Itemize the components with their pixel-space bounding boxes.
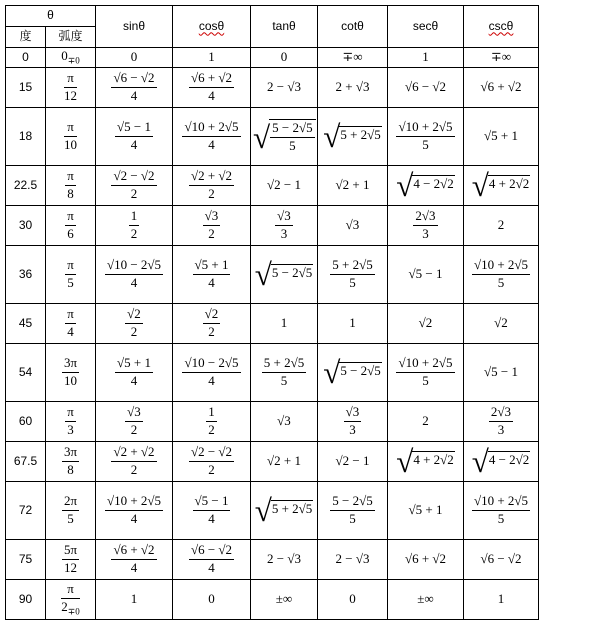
degree-cell: 0	[6, 48, 46, 68]
sin-value-cell: $\frac{√3}{2}$	[96, 402, 173, 442]
csc-value-cell: $\frac{√10 + 2√5}{5}$	[464, 246, 539, 304]
degree-cell: 18	[6, 108, 46, 166]
table-row	[6, 442, 539, 482]
cos-value-cell: $\frac{√6 - √2}{4}$	[173, 540, 251, 580]
csc-value-cell: √6 + √2	[464, 68, 539, 108]
sin-value-cell: $\frac{√10 - 2√5}{4}$	[96, 246, 173, 304]
radian-cell: $\frac{5\pi}{12}$	[46, 540, 96, 580]
csc-value-cell: √4 − 2√2	[464, 442, 539, 482]
csc-value-cell: √5 + 1	[464, 108, 539, 166]
tan-value-cell: 2 − √3	[251, 68, 318, 108]
cos-header: cosθ	[173, 6, 251, 48]
table-row	[6, 68, 539, 108]
radian-cell: $0_{\mp 0}$	[46, 48, 96, 68]
cos-value-cell: $\frac{√5 - 1}{4}$	[173, 482, 251, 540]
cot-value-cell: 0	[318, 580, 388, 620]
radian-cell: $\frac{\pi}{4}$	[46, 304, 96, 344]
csc-value-cell: ∓∞	[464, 48, 539, 68]
radian-cell: $\frac{2\pi}{5}$	[46, 482, 96, 540]
radian-cell: $\frac{\pi}{10}$	[46, 108, 96, 166]
sin-value-cell: $\frac{√2}{2}$	[96, 304, 173, 344]
table-row	[6, 402, 539, 442]
cot-value-cell: √3	[318, 206, 388, 246]
table-row	[6, 580, 539, 620]
tan-value-cell: 0	[251, 48, 318, 68]
sec-value-cell: $\frac{√10 + 2√5}{5}$	[388, 344, 464, 402]
sin-value-cell: $\frac{√2 - √2}{2}$	[96, 166, 173, 206]
table-row	[6, 246, 539, 304]
sin-value-cell: $\frac{√5 - 1}{4}$	[96, 108, 173, 166]
csc-value-cell: $\frac{√10 + 2√5}{5}$	[464, 482, 539, 540]
degree-cell: 90	[6, 580, 46, 620]
degree-cell: 36	[6, 246, 46, 304]
cot-value-cell: √2 − 1	[318, 442, 388, 482]
trig-values-table	[5, 5, 539, 620]
tan-header: tanθ	[251, 6, 318, 48]
cos-value-cell: $\frac{√2 + √2}{2}$	[173, 166, 251, 206]
tan-value-cell: $\frac{5 + 2√5}{5}$	[251, 344, 318, 402]
degree-cell: 60	[6, 402, 46, 442]
table-row	[6, 540, 539, 580]
radian-cell: $\frac{\pi}{12}$	[46, 68, 96, 108]
cot-value-cell: 2 − √3	[318, 540, 388, 580]
csc-value-cell: √6 − √2	[464, 540, 539, 580]
degree-cell: 67.5	[6, 442, 46, 482]
sec-value-cell: √5 + 1	[388, 482, 464, 540]
csc-value-cell: 1	[464, 580, 539, 620]
sec-value-cell: $\frac{2√3}{3}$	[388, 206, 464, 246]
table-row	[6, 166, 539, 206]
tan-value-cell: 1	[251, 304, 318, 344]
radian-cell: $\frac{\pi}{6}$	[46, 206, 96, 246]
cot-value-cell: √2 + 1	[318, 166, 388, 206]
csc-value-cell: $\frac{2√3}{3}$	[464, 402, 539, 442]
table-body	[6, 48, 539, 620]
table-row	[6, 206, 539, 246]
sin-value-cell: $\frac{√6 - √2}{4}$	[96, 68, 173, 108]
table-row	[6, 108, 539, 166]
sec-value-cell: 2	[388, 402, 464, 442]
cot-value-cell: √5 + 2√5	[318, 108, 388, 166]
table-row	[6, 344, 539, 402]
radian-cell: $\frac{\pi}{3}$	[46, 402, 96, 442]
sec-value-cell: √2	[388, 304, 464, 344]
degree-cell: 75	[6, 540, 46, 580]
sec-value-cell: √4 + 2√2	[388, 442, 464, 482]
cot-value-cell: $\frac{5 - 2√5}{5}$	[318, 482, 388, 540]
csc-value-cell: √5 − 1	[464, 344, 539, 402]
degree-cell: 45	[6, 304, 46, 344]
cot-value-cell: $\frac{√3}{3}$	[318, 402, 388, 442]
radian-cell: $\frac{\pi}{8}$	[46, 166, 96, 206]
table-row	[6, 48, 539, 68]
radian-cell: $\frac{3\pi}{10}$	[46, 344, 96, 402]
cos-value-cell: $\frac{√10 - 2√5}{4}$	[173, 344, 251, 402]
csc-value-cell: 2	[464, 206, 539, 246]
csc-value-cell: √4 + 2√2	[464, 166, 539, 206]
cos-value-cell: $\frac{1}{2}$	[173, 402, 251, 442]
radian-cell: $\frac{\pi}{2_{\mp 0}}$	[46, 580, 96, 620]
sin-value-cell: 1	[96, 580, 173, 620]
cos-value-cell: 0	[173, 580, 251, 620]
cos-value-cell: $\frac{√6 + √2}{4}$	[173, 68, 251, 108]
tan-value-cell: ±∞	[251, 580, 318, 620]
sec-value-cell: ±∞	[388, 580, 464, 620]
sec-value-cell: 1	[388, 48, 464, 68]
tan-value-cell: $\frac{√3}{3}$	[251, 206, 318, 246]
cot-value-cell: √5 − 2√5	[318, 344, 388, 402]
tan-value-cell: 2 − √3	[251, 540, 318, 580]
degree-cell: 22.5	[6, 166, 46, 206]
sin-value-cell: $\frac{√10 + 2√5}{4}$	[96, 482, 173, 540]
sin-value-cell: $\frac{√5 + 1}{4}$	[96, 344, 173, 402]
degree-cell: 54	[6, 344, 46, 402]
degree-header: 度	[6, 27, 46, 48]
cot-value-cell: $\frac{5 + 2√5}{5}$	[318, 246, 388, 304]
tan-value-cell: √2 + 1	[251, 442, 318, 482]
tan-value-cell: √ $\frac{5 - 2√5}{5}$	[251, 108, 318, 166]
tan-value-cell: √2 − 1	[251, 166, 318, 206]
sin-value-cell: $\frac{1}{2}$	[96, 206, 173, 246]
cos-value-cell: 1	[173, 48, 251, 68]
degree-cell: 30	[6, 206, 46, 246]
radian-cell: $\frac{\pi}{5}$	[46, 246, 96, 304]
cot-value-cell: ∓∞	[318, 48, 388, 68]
csc-header: cscθ	[464, 6, 539, 48]
sin-value-cell: $\frac{√6 + √2}{4}$	[96, 540, 173, 580]
radian-cell: $\frac{3\pi}{8}$	[46, 442, 96, 482]
cos-value-cell: $\frac{√2}{2}$	[173, 304, 251, 344]
cot-value-cell: 1	[318, 304, 388, 344]
degree-cell: 15	[6, 68, 46, 108]
degree-cell: 72	[6, 482, 46, 540]
sec-value-cell: √5 − 1	[388, 246, 464, 304]
cos-value-cell: $\frac{√5 + 1}{4}$	[173, 246, 251, 304]
radian-header: 弧度	[46, 27, 96, 48]
cos-value-cell: $\frac{√2 - √2}{2}$	[173, 442, 251, 482]
tan-value-cell: √3	[251, 402, 318, 442]
sec-value-cell: √4 − 2√2	[388, 166, 464, 206]
sec-header: secθ	[388, 6, 464, 48]
csc-value-cell: √2	[464, 304, 539, 344]
tan-value-cell: √5 − 2√5	[251, 246, 318, 304]
sin-value-cell: $\frac{√2 + √2}{2}$	[96, 442, 173, 482]
sin-header: sinθ	[96, 6, 173, 48]
sec-value-cell: √6 + √2	[388, 540, 464, 580]
table-row	[6, 304, 539, 344]
theta-header: θ	[6, 6, 96, 27]
sin-value-cell: 0	[96, 48, 173, 68]
table-row	[6, 482, 539, 540]
sec-value-cell: $\frac{√10 + 2√5}{5}$	[388, 108, 464, 166]
sec-value-cell: √6 − √2	[388, 68, 464, 108]
cot-value-cell: 2 + √3	[318, 68, 388, 108]
tan-value-cell: √5 + 2√5	[251, 482, 318, 540]
cos-value-cell: $\frac{√10 + 2√5}{4}$	[173, 108, 251, 166]
cot-header: cotθ	[318, 6, 388, 48]
cos-value-cell: $\frac{√3}{2}$	[173, 206, 251, 246]
header-row	[6, 6, 539, 27]
